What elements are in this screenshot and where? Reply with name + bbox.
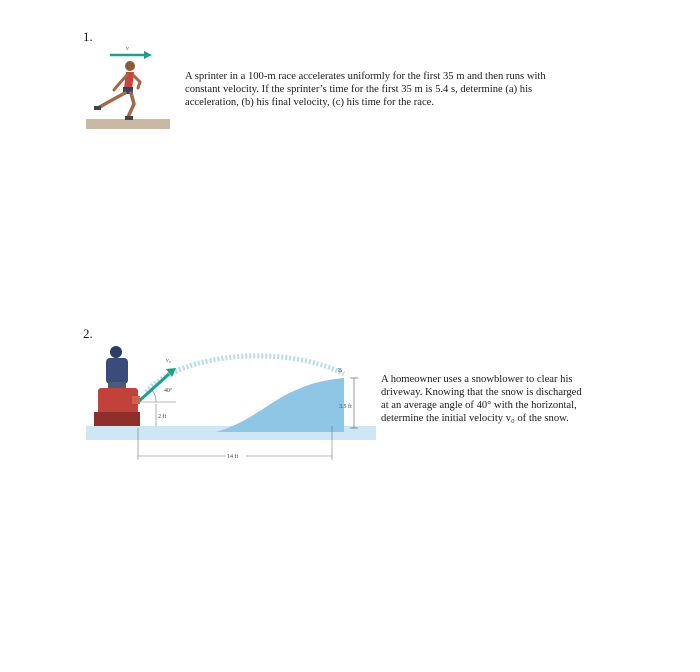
runner-front-leg bbox=[128, 93, 134, 117]
height-b-label: 3.5 ft bbox=[339, 404, 352, 410]
v0-label: v₀ bbox=[166, 358, 171, 364]
problem-2-number: 2. bbox=[83, 326, 93, 341]
snow-pile bbox=[216, 378, 344, 432]
ground bbox=[86, 119, 170, 129]
angle-label: 40° bbox=[164, 388, 173, 394]
snowblower-auger bbox=[94, 412, 140, 426]
runner-front-arm bbox=[133, 75, 140, 88]
point-b-label: B bbox=[338, 368, 343, 374]
problem-1-text bbox=[185, 70, 616, 109]
snowblower-chute bbox=[132, 396, 140, 404]
height-a-label: 2 ft bbox=[158, 414, 167, 420]
runner-head bbox=[125, 61, 135, 71]
problem-1-line-1: A sprinter in a 100-m race accelerates uniformly for the first 35 m and then runs with bbox=[185, 71, 546, 82]
problem-1-line-3: acceleration, (b) his final velocity, (c) his time for the race. bbox=[185, 97, 435, 108]
problem-2-line-1: A homeowner uses a snowblower to clear his bbox=[381, 374, 573, 385]
velocity-arrowhead bbox=[144, 51, 152, 59]
problem-2-line-2: driveway. Knowing that the snow is discharged bbox=[381, 387, 582, 398]
problem-1-line-2: constant velocity. If the sprinter’s time for the first 35 m is 5.4 s, determine (a) his bbox=[185, 84, 533, 95]
distance-label: 14 ft bbox=[227, 454, 239, 460]
problem-1-number: 1. bbox=[83, 29, 93, 44]
snowblower-figure bbox=[86, 342, 386, 472]
runner-back-leg bbox=[98, 93, 125, 108]
sprinter-figure bbox=[84, 42, 174, 132]
homeowner-head bbox=[110, 346, 122, 358]
velocity-label: v bbox=[126, 46, 129, 52]
runner-front-shoe bbox=[125, 116, 133, 120]
runner-back-shoe bbox=[94, 106, 101, 110]
problem-2-line-3: at an average angle of 40° with the horizontal, bbox=[381, 400, 577, 411]
problem-2-text bbox=[381, 373, 615, 425]
angle-arc bbox=[152, 390, 156, 402]
homeowner-body bbox=[106, 358, 128, 384]
problem-2-line-4: determine the initial velocity v₀ of the snow. bbox=[381, 413, 569, 424]
